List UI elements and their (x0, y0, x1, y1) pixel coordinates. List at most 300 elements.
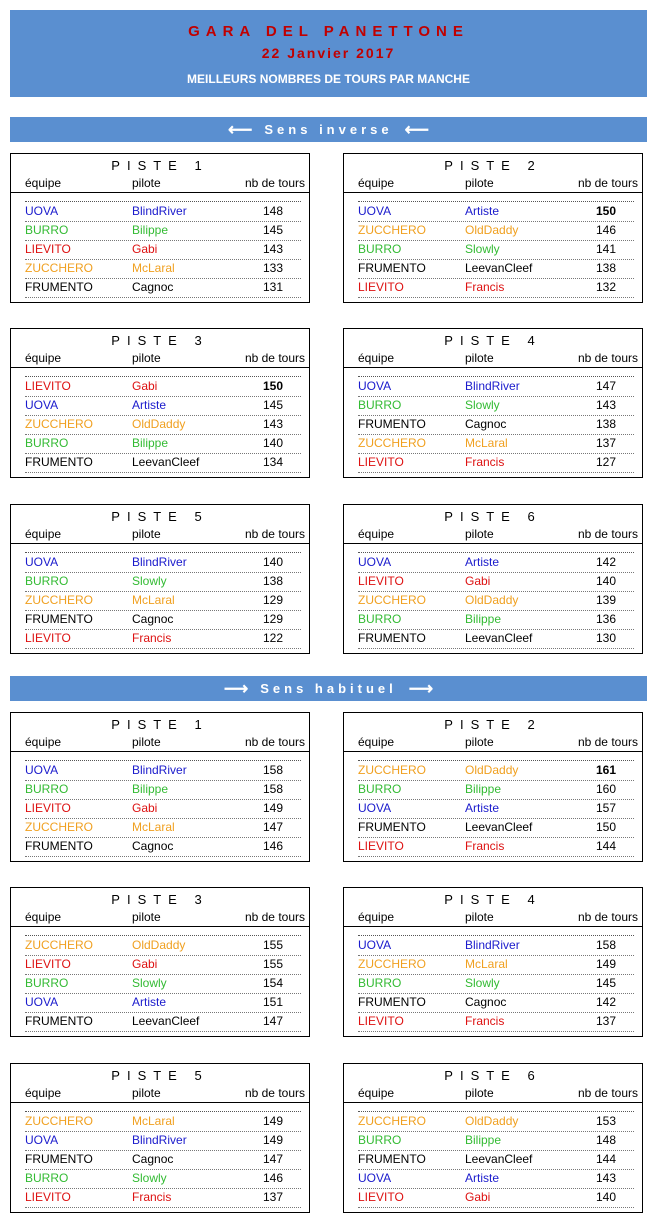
lap-count: 145 (263, 223, 284, 237)
pilot-name: OldDaddy (465, 1114, 519, 1128)
pilot-name: Francis (465, 839, 505, 853)
lap-count: 155 (263, 938, 284, 952)
table-row (25, 591, 301, 611)
piste-title: PISTE 3 (111, 333, 209, 348)
table-row (25, 1012, 301, 1032)
table-row (25, 572, 301, 592)
pilot-name: BlindRiver (465, 938, 520, 952)
lap-count: 142 (596, 995, 617, 1009)
team-name: BURRO (25, 223, 69, 237)
lap-count: 130 (596, 631, 617, 645)
pilot-name: BlindRiver (132, 1133, 187, 1147)
table-row (25, 202, 301, 222)
header-banner (10, 10, 647, 97)
team-name: LIEVITO (25, 957, 71, 971)
lap-count: 146 (263, 1171, 284, 1185)
team-name: FRUMENTO (25, 455, 93, 469)
lap-count: 142 (596, 555, 617, 569)
team-name: UOVA (358, 555, 392, 569)
team-name: LIEVITO (358, 455, 404, 469)
lap-count: 150 (263, 379, 284, 393)
header-equipe: équipe (358, 527, 395, 541)
table-row (358, 629, 634, 649)
table-row (25, 278, 301, 298)
piste-title: PISTE 3 (111, 892, 209, 907)
table-row (358, 415, 634, 435)
header-tours: nb de tours (244, 1086, 305, 1100)
piste-table (10, 328, 310, 478)
table-row (358, 553, 634, 573)
lap-count: 136 (596, 612, 617, 626)
pilot-name: Francis (132, 631, 172, 645)
header-equipe: équipe (25, 735, 62, 749)
team-name: ZUCCHERO (358, 957, 426, 971)
section-label: Sens habituel (260, 681, 397, 696)
team-name: ZUCCHERO (358, 593, 426, 607)
header-equipe: équipe (358, 351, 395, 365)
event-date: 22 Janvier 2017 (261, 45, 396, 61)
table-row (358, 202, 634, 222)
table-row (358, 1131, 634, 1151)
table-row (25, 818, 301, 838)
table-row (25, 610, 301, 630)
pilot-name: BlindRiver (132, 763, 187, 777)
table-header (344, 351, 642, 368)
team-name: LIEVITO (358, 280, 404, 294)
team-name: UOVA (358, 1171, 392, 1185)
lap-count: 149 (263, 1133, 284, 1147)
table-row (358, 936, 634, 956)
table-row (358, 259, 634, 279)
team-name: UOVA (25, 995, 59, 1009)
lap-count: 143 (596, 398, 617, 412)
lap-count: 157 (596, 801, 617, 815)
piste-title: PISTE 4 (444, 892, 542, 907)
team-name: BURRO (25, 436, 69, 450)
pilot-name: Slowly (465, 398, 500, 412)
table-header (11, 910, 309, 927)
header-equipe: équipe (25, 1086, 62, 1100)
lap-count: 145 (263, 398, 284, 412)
table-row (358, 1188, 634, 1208)
team-name: BURRO (358, 1133, 402, 1147)
lap-count: 149 (596, 957, 617, 971)
pilot-name: Slowly (465, 242, 500, 256)
team-name: ZUCCHERO (358, 763, 426, 777)
lap-count: 138 (596, 417, 617, 431)
table-row (358, 453, 634, 473)
header-pilote: pilote (465, 1086, 494, 1100)
header-equipe: équipe (358, 176, 395, 190)
header-equipe: équipe (358, 735, 395, 749)
header-pilote: pilote (132, 351, 161, 365)
pilot-name: OldDaddy (132, 938, 186, 952)
table-row (25, 240, 301, 260)
pilot-name: Gabi (132, 957, 158, 971)
lap-count: 129 (263, 593, 284, 607)
table-row (25, 377, 301, 397)
team-name: FRUMENTO (25, 1152, 93, 1166)
lap-count: 140 (263, 555, 284, 569)
table-row (25, 1169, 301, 1189)
team-name: UOVA (25, 398, 59, 412)
header-pilote: pilote (465, 527, 494, 541)
header-tours: nb de tours (244, 176, 305, 190)
lap-count: 147 (263, 1014, 284, 1028)
pilot-name: Artiste (465, 555, 500, 569)
pilot-name: Cagnoc (132, 1152, 174, 1166)
header-tours: nb de tours (577, 176, 638, 190)
pilot-name: Bilippe (465, 782, 502, 796)
piste-table (343, 887, 643, 1037)
pilot-name: Slowly (132, 1171, 167, 1185)
team-name: BURRO (358, 976, 402, 990)
lap-count: 127 (596, 455, 617, 469)
lap-count: 158 (263, 782, 284, 796)
lap-count: 144 (596, 1152, 617, 1166)
lap-count: 155 (263, 957, 284, 971)
team-name: BURRO (25, 976, 69, 990)
table-row (25, 221, 301, 241)
table-row (25, 780, 301, 800)
piste-table (343, 504, 643, 654)
team-name: LIEVITO (25, 242, 71, 256)
pilot-name: McLaral (132, 1114, 175, 1128)
pilot-name: LeevanCleef (465, 261, 533, 275)
pilot-name: LeevanCleef (132, 455, 200, 469)
pilot-name: OldDaddy (465, 763, 519, 777)
team-name: ZUCCHERO (358, 1114, 426, 1128)
team-name: FRUMENTO (358, 417, 426, 431)
table-row (358, 572, 634, 592)
table-row (358, 1012, 634, 1032)
lap-count: 150 (596, 204, 617, 218)
pilot-name: Bilippe (132, 223, 169, 237)
lap-count: 140 (596, 1190, 617, 1204)
header-tours: nb de tours (577, 910, 638, 924)
lap-count: 149 (263, 801, 284, 815)
pilot-name: OldDaddy (465, 223, 519, 237)
lap-count: 147 (263, 820, 284, 834)
arrow-icon: ⟶ (223, 679, 249, 698)
pilot-name: Gabi (132, 242, 158, 256)
table-row (358, 1112, 634, 1132)
lap-count: 139 (596, 593, 617, 607)
header-tours: nb de tours (244, 351, 305, 365)
piste-title: PISTE 5 (111, 1068, 209, 1083)
header-tours: nb de tours (244, 527, 305, 541)
pilot-name: OldDaddy (465, 593, 519, 607)
team-name: UOVA (358, 938, 392, 952)
header-tours: nb de tours (577, 351, 638, 365)
team-name: FRUMENTO (358, 995, 426, 1009)
pilot-name: Francis (465, 280, 505, 294)
pilot-name: Bilippe (465, 612, 502, 626)
team-name: BURRO (25, 574, 69, 588)
piste-table (343, 328, 643, 478)
piste-title: PISTE 6 (444, 1068, 542, 1083)
team-name: LIEVITO (358, 1190, 404, 1204)
pilot-name: BlindRiver (132, 555, 187, 569)
team-name: LIEVITO (25, 1190, 71, 1204)
pilot-name: Bilippe (132, 436, 169, 450)
piste-table (10, 712, 310, 862)
team-name: ZUCCHERO (25, 938, 93, 952)
pilot-name: Cagnoc (132, 280, 174, 294)
piste-title: PISTE 2 (444, 717, 542, 732)
section-bar (10, 676, 647, 701)
lap-count: 160 (596, 782, 617, 796)
team-name: FRUMENTO (25, 280, 93, 294)
team-name: BURRO (25, 1171, 69, 1185)
table-row (25, 761, 301, 781)
team-name: UOVA (25, 763, 59, 777)
lap-count: 143 (263, 417, 284, 431)
pilot-name: Cagnoc (132, 612, 174, 626)
table-row (25, 434, 301, 454)
pilot-name: Slowly (465, 976, 500, 990)
table-row (358, 610, 634, 630)
lap-count: 146 (596, 223, 617, 237)
lap-count: 138 (263, 574, 284, 588)
table-header (344, 527, 642, 544)
table-row (358, 591, 634, 611)
header-tours: nb de tours (577, 1086, 638, 1100)
table-header (11, 1086, 309, 1103)
team-name: FRUMENTO (358, 1152, 426, 1166)
lap-count: 158 (596, 938, 617, 952)
team-name: FRUMENTO (25, 839, 93, 853)
table-row (25, 1112, 301, 1132)
table-header (11, 735, 309, 752)
table-header (344, 910, 642, 927)
lap-count: 138 (596, 261, 617, 275)
table-row (358, 278, 634, 298)
team-name: BURRO (358, 782, 402, 796)
header-pilote: pilote (465, 351, 494, 365)
lap-count: 141 (596, 242, 617, 256)
pilot-name: McLaral (465, 436, 508, 450)
pilot-name: Gabi (465, 574, 491, 588)
page-title: GARA DEL PANETTONE (188, 23, 469, 40)
table-row (358, 396, 634, 416)
team-name: UOVA (358, 379, 392, 393)
pilot-name: Slowly (132, 976, 167, 990)
table-row (25, 955, 301, 975)
team-name: LIEVITO (358, 839, 404, 853)
table-row (358, 818, 634, 838)
piste-table (10, 504, 310, 654)
header-tours: nb de tours (244, 735, 305, 749)
lap-count: 153 (596, 1114, 617, 1128)
pilot-name: McLaral (465, 957, 508, 971)
team-name: BURRO (25, 782, 69, 796)
table-row (358, 240, 634, 260)
table-header (344, 1086, 642, 1103)
piste-table (343, 712, 643, 862)
table-row (358, 221, 634, 241)
pilot-name: Artiste (132, 398, 167, 412)
table-row (358, 1169, 634, 1189)
team-name: FRUMENTO (358, 820, 426, 834)
table-row (358, 780, 634, 800)
pilot-name: Cagnoc (465, 995, 507, 1009)
table-row (25, 993, 301, 1013)
team-name: LIEVITO (25, 801, 71, 815)
table-row (25, 1150, 301, 1170)
header-equipe: équipe (25, 527, 62, 541)
lap-count: 137 (596, 1014, 617, 1028)
lap-count: 143 (596, 1171, 617, 1185)
pilot-name: Gabi (465, 1190, 491, 1204)
page-subtitle: MEILLEURS NOMBRES DE TOURS PAR MANCHE (187, 72, 470, 86)
lap-count: 133 (263, 261, 284, 275)
table-row (25, 396, 301, 416)
lap-count: 140 (596, 574, 617, 588)
table-header (344, 176, 642, 193)
table-row (25, 453, 301, 473)
lap-count: 148 (596, 1133, 617, 1147)
piste-table (343, 1063, 643, 1213)
pilot-name: Cagnoc (132, 839, 174, 853)
lap-count: 154 (263, 976, 284, 990)
table-row (358, 974, 634, 994)
lap-count: 151 (263, 995, 284, 1009)
header-pilote: pilote (132, 1086, 161, 1100)
pilot-name: Artiste (465, 801, 500, 815)
header-pilote: pilote (132, 527, 161, 541)
piste-table (10, 153, 310, 303)
header-equipe: équipe (25, 351, 62, 365)
team-name: UOVA (25, 204, 59, 218)
lap-count: 131 (263, 280, 284, 294)
lap-count: 146 (263, 839, 284, 853)
pilot-name: Gabi (132, 801, 158, 815)
lap-count: 144 (596, 839, 617, 853)
arrow-icon: ⟵ (404, 120, 429, 139)
lap-count: 150 (596, 820, 617, 834)
lap-count: 134 (263, 455, 284, 469)
header-tours: nb de tours (577, 527, 638, 541)
header-pilote: pilote (132, 176, 161, 190)
team-name: ZUCCHERO (358, 223, 426, 237)
piste-title: PISTE 1 (111, 158, 209, 173)
table-row (25, 1188, 301, 1208)
pilot-name: BlindRiver (132, 204, 187, 218)
team-name: ZUCCHERO (25, 820, 93, 834)
pilot-name: OldDaddy (132, 417, 186, 431)
team-name: ZUCCHERO (25, 593, 93, 607)
team-name: ZUCCHERO (358, 436, 426, 450)
lap-count: 158 (263, 763, 284, 777)
lap-count: 149 (263, 1114, 284, 1128)
pilot-name: LeevanCleef (465, 820, 533, 834)
team-name: BURRO (358, 398, 402, 412)
piste-title: PISTE 6 (444, 509, 542, 524)
table-header (11, 351, 309, 368)
arrow-icon: ⟶ (408, 679, 434, 698)
table-row (25, 837, 301, 857)
pilot-name: McLaral (132, 261, 175, 275)
lap-count: 140 (263, 436, 284, 450)
pilot-name: Artiste (465, 204, 500, 218)
team-name: UOVA (358, 801, 392, 815)
section-bar (10, 117, 647, 142)
pilot-name: Artiste (132, 995, 167, 1009)
pilot-name: Artiste (465, 1171, 500, 1185)
table-row (358, 377, 634, 397)
lap-count: 148 (263, 204, 284, 218)
table-row (25, 799, 301, 819)
pilot-name: LeevanCleef (465, 631, 533, 645)
lap-count: 132 (596, 280, 617, 294)
lap-count: 129 (263, 612, 284, 626)
pilot-name: Slowly (132, 574, 167, 588)
pilot-name: Francis (465, 1014, 505, 1028)
piste-title: PISTE 4 (444, 333, 542, 348)
piste-table (10, 887, 310, 1037)
piste-table (343, 153, 643, 303)
header-pilote: pilote (132, 735, 161, 749)
lap-count: 161 (596, 763, 617, 777)
table-row (358, 434, 634, 454)
team-name: UOVA (25, 555, 59, 569)
pilot-name: McLaral (132, 593, 175, 607)
lap-count: 143 (263, 242, 284, 256)
table-row (25, 974, 301, 994)
header-pilote: pilote (465, 176, 494, 190)
pilot-name: Francis (132, 1190, 172, 1204)
team-name: UOVA (25, 1133, 59, 1147)
table-row (25, 553, 301, 573)
team-name: LIEVITO (358, 574, 404, 588)
pilot-name: Cagnoc (465, 417, 507, 431)
team-name: UOVA (358, 204, 392, 218)
lap-count: 137 (263, 1190, 284, 1204)
table-row (25, 259, 301, 279)
table-header (11, 176, 309, 193)
header-pilote: pilote (465, 910, 494, 924)
table-row (358, 761, 634, 781)
piste-title: PISTE 2 (444, 158, 542, 173)
piste-title: PISTE 5 (111, 509, 209, 524)
header-equipe: équipe (25, 176, 62, 190)
team-name: ZUCCHERO (25, 1114, 93, 1128)
team-name: BURRO (358, 242, 402, 256)
team-name: BURRO (358, 612, 402, 626)
table-header (344, 735, 642, 752)
team-name: ZUCCHERO (25, 261, 93, 275)
pilot-name: BlindRiver (465, 379, 520, 393)
table-row (25, 629, 301, 649)
pilot-name: Bilippe (132, 782, 169, 796)
table-row (358, 837, 634, 857)
team-name: FRUMENTO (358, 631, 426, 645)
header-equipe: équipe (25, 910, 62, 924)
lap-count: 137 (596, 436, 617, 450)
arrow-icon: ⟵ (228, 120, 253, 139)
table-row (358, 955, 634, 975)
pilot-name: McLaral (132, 820, 175, 834)
team-name: LIEVITO (358, 1014, 404, 1028)
table-row (358, 1150, 634, 1170)
header-pilote: pilote (465, 735, 494, 749)
table-row (25, 1131, 301, 1151)
header-tours: nb de tours (577, 735, 638, 749)
team-name: ZUCCHERO (25, 417, 93, 431)
team-name: FRUMENTO (25, 1014, 93, 1028)
lap-count: 122 (263, 631, 284, 645)
